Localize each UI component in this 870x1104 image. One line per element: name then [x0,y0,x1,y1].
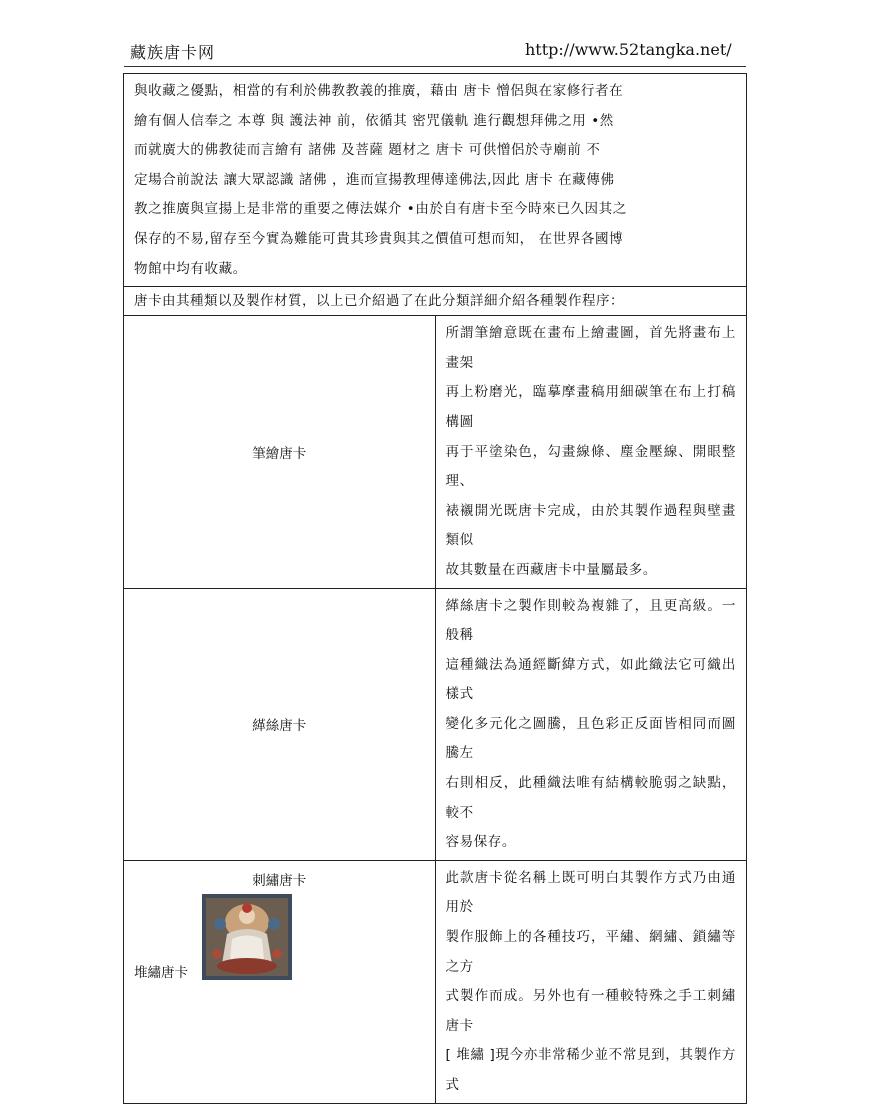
type-label: 筆繪唐卡 [252,445,307,462]
header-rule [124,66,746,67]
type-label-cell [124,588,436,860]
type-label-secondary: 堆繡唐卡 [134,964,188,981]
intro-paragraph [124,74,746,286]
desc-line: 容易保存。 [445,834,516,851]
type-label-cell [124,860,436,1103]
desc-line: [ 堆繡 ]現今亦非常稀少並不常見到，其製作方式 [445,1047,736,1093]
desc-line: 變化多元化之圖騰，且色彩正反面皆相同而圖騰左 [445,715,736,762]
tangka-thumbnail [202,894,292,980]
desc-line: 緙絲唐卡之製作則較為複雜了，且更高級。一般稱 [445,597,736,644]
type-desc-cell [435,860,747,1103]
desc-line: 再上粉磨光，臨摹摩畫稿用細碳筆在布上打稿構圖 [445,384,736,430]
site-name: 藏族唐卡网 [130,43,216,62]
intro-paragraph-row [124,74,747,287]
type-desc-cell [435,316,747,588]
section-intro-cell [124,287,747,316]
intro-line: 保存的不易,留存至今實為難能可貴其珍貴與其之價值可想而知， 在世界各國博 [134,230,624,247]
content-table [123,73,747,1104]
type-label: 刺繡唐卡 [252,872,307,889]
type-label-cell [124,316,436,588]
type-row [124,588,747,860]
intro-paragraph-cell [124,74,747,287]
intro-line: 教之推廣與宣揚上是非常的重要之傳法媒介 •由於自有唐卡至今時來已久因其之 [134,201,627,218]
intro-line: 而就廣大的佛教徒而言繪有 諸佛 及菩薩 題材之 唐卡 可供憎侶於寺廟前 不 [134,142,601,159]
type-row [124,860,747,1103]
desc-line: 所謂筆繪意既在畫布上繪畫圖，首先將畫布上畫架 [445,325,736,371]
intro-line: 定場合前說法 讓大眾認識 諸佛 ，進而宣揚教理傳達佛法,因此 唐卡 在藏傳佛 [134,171,615,188]
desc-line: 故其數量在西藏唐卡中量屬最多。 [445,561,657,578]
type-row [124,316,747,588]
desc-line: 這種織法為通經斷緯方式，如此織法它可織出樣式 [445,656,736,703]
type-description [436,861,747,1103]
desc-line: 再于平塗染色，勾畫線條、塵金壓線、開眼整理、 [445,443,736,490]
type-description [436,316,747,587]
embroidery-label-block [124,861,435,983]
desc-line: 此款唐卡從名稱上既可明白其製作方式乃由通用於 [445,869,736,916]
section-intro-row [124,287,747,316]
section-intro-text: 唐卡由其種類以及製作材質，以上已介紹過了在此分類詳細介紹各種製作程序： [134,293,624,310]
intro-line: 繪有個人信奉之 本尊 與 護法神 前，依循其 密咒儀軌 進行觀想拜佛之用 •然 [134,112,614,129]
intro-line: 與收藏之優點，相當的有利於佛教教義的推廣，藉由 唐卡 憎侶與在家修行者在 [134,83,624,99]
desc-line: 式製作而成。另外也有一種較特殊之手工刺繡唐卡 [445,988,736,1034]
intro-line: 物館中均有收藏。 [134,260,247,277]
type-label: 緙絲唐卡 [252,718,307,735]
desc-line: 裱襯開光既唐卡完成，由於其製作過程與壁畫類似 [445,502,736,549]
type-desc-cell [435,588,747,860]
desc-line: 製作服飾上的各種技巧，平繡、網繡、鎖繡等之方 [445,929,736,975]
desc-line: 右則相反，此種織法唯有結構較脆弱之缺點，較不 [445,775,736,821]
type-description [436,589,747,860]
site-url[interactable]: http://www.52tangka.net/ [525,40,732,59]
